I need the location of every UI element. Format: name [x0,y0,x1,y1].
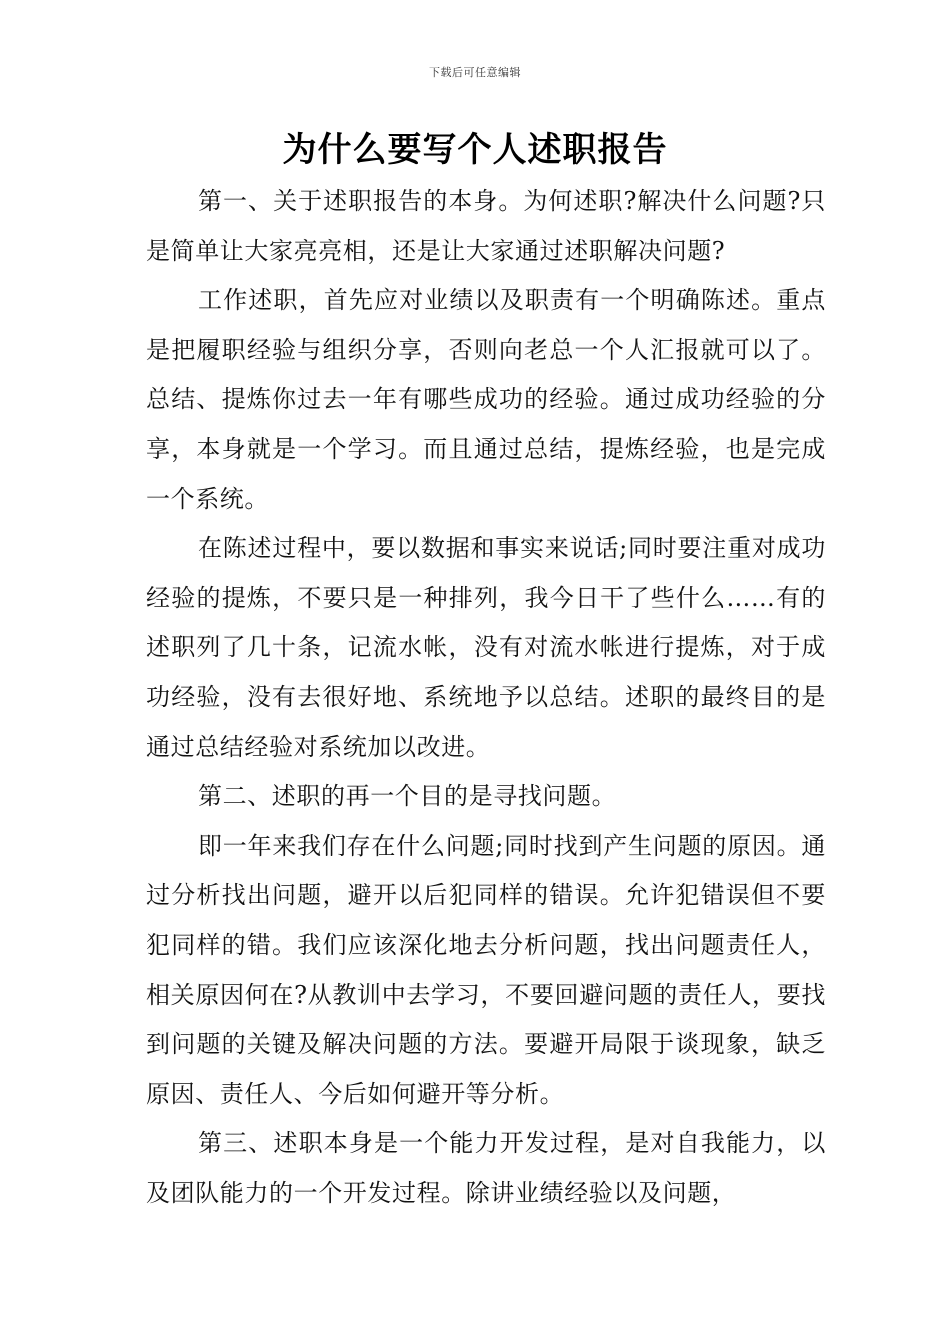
header-note: 下载后可任意编辑 [429,66,521,79]
paragraph-3: 在陈述过程中，要以数据和事实来说话;同时要注重对成功经验的提炼，不要只是一种排列，我今日干了些什么……有的述职列了几十条，记流水帐，没有对流水帐进行提炼，对于成功经验，没有去很好地、系统地予以总结。述职的最终目的是通过总结经验对系统加以改进。 [146,534,826,761]
paragraph-6: 第三、述职本身是一个能力开发过程，是对自我能力，以及团队能力的一个开发过程。除讲业绩经验以及问题， [146,1129,826,1207]
paragraph-1: 第一、关于述职报告的本身。为何述职?解决什么问题?只是简单让大家亮亮相，还是让大家通过述职解决问题? [146,187,826,265]
paragraph-2: 工作述职，首先应对业绩以及职责有一个明确陈述。重点是把履职经验与组织分享，否则向老总一个人汇报就可以了。总结、提炼你过去一年有哪些成功的经验。通过成功经验的分享，本身就是一个学习。而且通过总结，提炼经验，也是完成一个系统。 [146,286,826,513]
paragraph-5: 即一年来我们存在什么问题;同时找到产生问题的原因。通过分析找出问题，避开以后犯同样的错误。允许犯错误但不要犯同样的错。我们应该深化地去分析问题，找出问题责任人，相关原因何在?从教训中去学习，不要回避问题的责任人，要找到问题的关键及解决问题的方法。要避开局限于谈现象，缺乏原因、责任人、今后如何避开等分析。 [146,831,826,1108]
paragraph-4: 第二、述职的再一个目的是寻找问题。 [198,782,617,811]
document-body [146,177,826,1218]
document-title: 为什么要写个人述职报告 [282,130,668,170]
